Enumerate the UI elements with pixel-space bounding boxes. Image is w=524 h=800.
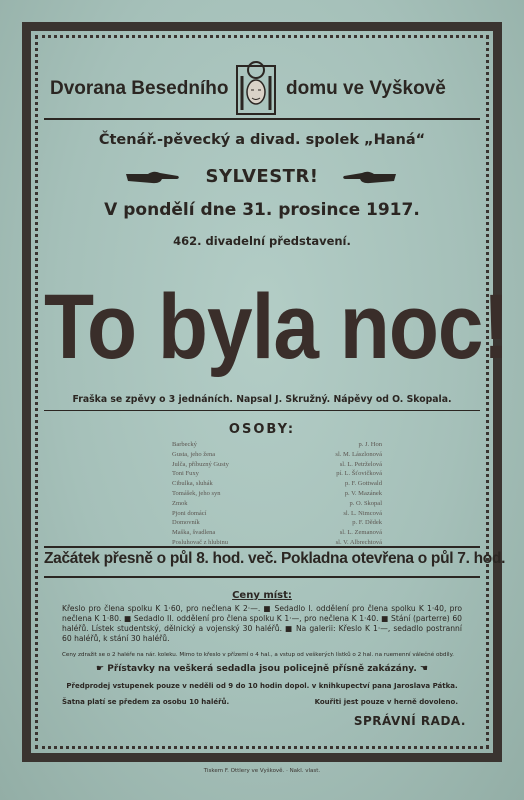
cast-row [172, 518, 382, 528]
cast-list [172, 440, 382, 548]
actor: sl. L. Petrželová [339, 460, 382, 468]
divider [44, 118, 480, 120]
cast-row [172, 479, 382, 489]
actor: sl. M. Lászlonová [335, 450, 382, 458]
start-times: Začátek přesně o půl 8. hod. več. Pokladna otevřena o půl 7. hod. [44, 550, 506, 567]
event-date: V pondělí dne 31. prosince 1917. [104, 200, 420, 220]
prices-text: Křeslo pro člena spolku K 1·60, pro nečlena K 2·—. ■ Sedadlo I. oddělení pro člena spolku K 1·40, pro nečlena K 1·80. ■ Sedadlo II. oddělení pro člena spolku K 1·—, pro nečlena K 1·40. ■ Stání (parterre) 60 haléřů. Lístek studentský, dělnický a vojenský 30 haléřů. ■ Na galerii: Křeslo K 1·—, sedadlo postranní 60 haléřů, k stání 30 haléřů. [62, 604, 462, 643]
cast-row [172, 528, 382, 538]
divider [44, 546, 480, 548]
cloakroom-notice: Šatna platí se předem za osobu 10 haléřů. [62, 698, 230, 706]
cast-heading: OSOBY: [228, 422, 296, 437]
cast-row [172, 489, 382, 499]
cast-row [172, 469, 382, 479]
cast-row [172, 509, 382, 519]
role: Pjoni domácí [172, 509, 207, 517]
actor: sl. L. Nimcová [343, 509, 382, 517]
play-subtitle: Fraška se zpěvy o 3 jednáních. Napsal J. Skružný. Nápěvy od O. Skopala. [72, 394, 452, 405]
actor: p. O. Skopal [349, 499, 382, 507]
society-name: Čtenář.-pěvecký a divad. spolek „Haná“ [98, 132, 426, 148]
performance-number: 462. divadelní představení. [173, 234, 351, 248]
mask-emblem-icon [234, 60, 278, 116]
actor: p. J. Hon [358, 441, 382, 448]
actor: sl. V. Albrechtová [335, 538, 382, 546]
printer-imprint: Tiskem F. Ottlery ve Vyškově. · Nakl. vlast. [203, 768, 321, 774]
cast-row [172, 499, 382, 509]
event-title: SYLVESTR! [205, 166, 319, 187]
divider [44, 410, 480, 411]
actor: p. F. Gottwald [344, 480, 382, 488]
poster-content [44, 46, 509, 746]
prices-heading: Ceny míst: [232, 590, 292, 601]
actor: pí. L. Šťovičková [336, 470, 382, 478]
cast-row [172, 460, 382, 470]
divider [44, 576, 480, 578]
venue-left: Dvorana Besedního [50, 78, 229, 99]
role: Toni Fuxy [172, 470, 199, 478]
actor: p. F. Dědek [352, 519, 382, 527]
role: Zmok [172, 499, 188, 507]
role: Barbecký [172, 441, 197, 448]
venue-right: domu ve Vyškově [286, 78, 446, 99]
pointing-hand-left-icon [342, 168, 398, 186]
role: Tomášek, jeho syn [172, 489, 221, 497]
role: Posluhovač z hlubinu [172, 538, 228, 546]
signature: SPRÁVNÍ RADA. [353, 714, 466, 728]
cast-row [172, 450, 382, 460]
presale-notice: Předprodej vstupenek pouze v neděli od 9 do 10 hodin dopol. v knihkupectví pana Jaroslava Pátka. [66, 682, 458, 690]
ban-notice: ☛ Přístavky na veškerá sedadla jsou policejně přísně zakázány. ☚ [96, 664, 428, 674]
cast-row [172, 440, 382, 450]
role: Domovník [172, 519, 200, 527]
smoking-notice: Kouřiti jest pouze v herně dovoleno. [314, 698, 458, 706]
role: Gusta, jeho žena [172, 450, 216, 458]
role: Cibulka, sluhák [172, 480, 213, 488]
role: Maška, švadlena [172, 529, 216, 537]
actor: p. V. Mazánek [344, 489, 382, 497]
role: Julča, příbuzný Gusty [172, 460, 229, 468]
actor: sl. L. Zemanová [339, 529, 382, 537]
play-title: To byla noc! [44, 276, 509, 379]
surcharge-note: Ceny zdražit se o 2 haléře na nár. koleku. Mimo to křeslo v přízemí o 4 hal., a vstup od veškerých lístků o 2 hal. na ruemenní válečné obdíly. [62, 652, 454, 658]
